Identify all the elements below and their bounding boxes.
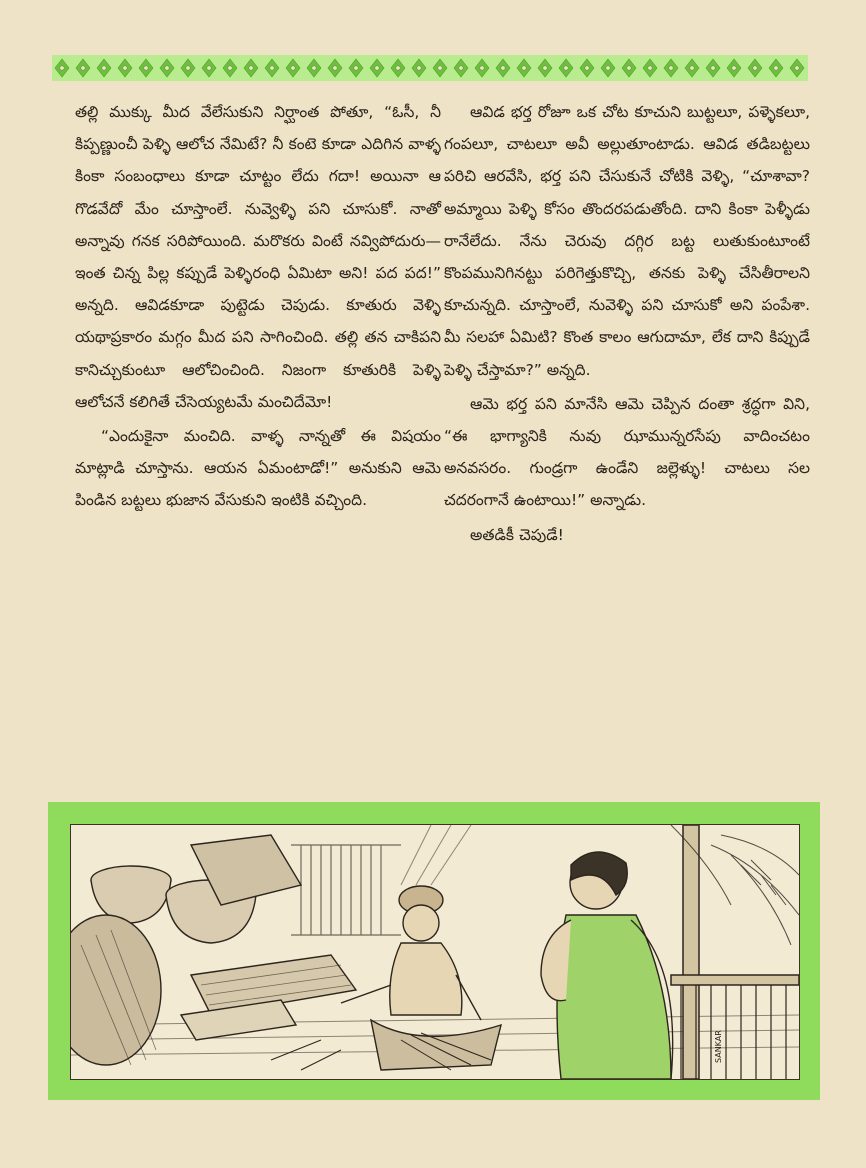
border-motif-center [123,66,127,70]
border-motif-center [228,66,232,70]
border-motif-center [102,66,106,70]
border-motif-center [459,66,463,70]
paragraph: ఆవిడ భర్త రోజూ ఒక చోట కూచుని బుట్టలూ, పళ్ళెకలూ, గంపలూ, చాటలూ అవీ అల్లుతూంటాడు. ఆవిడ తడిబట్టలు పరిచి ఆరవేసి, భర్త పని చేసుకునే చోటికి వెళ్ళి, “చూశావా? అమ్మాయి పెళ్ళి కోసం తొందరపడుతోంది. దాని కింకా పెళ్ళీడు రానేలేదు. నేను చెరువు దగ్గిర బట్ట లుతుకుంటూంటే కొంపమునిగినట్టు పరిగెత్తుకొచ్చి, తనకు పెళ్ళి చేసితీరాలని కూచున్నది. చూస్తాంలే, నువెళ్ళి పని చూసుకో అని పంపేశా. మీ సలహా ఏమిటి? కొంత కాలం ఆగుదామా, లేక దాని కిప్పుడే పెళ్ళి చేస్తామా?” అన్నది. [444,103,810,379]
illustration-frame [48,802,820,1100]
border-motif-center [165,66,169,70]
border-motif-center [522,66,526,70]
border-motif-center [690,66,694,70]
border-motif-center [606,66,610,70]
border-motif-center [333,66,337,70]
border-motif-center [396,66,400,70]
border-motif-center [438,66,442,70]
border-motif-center [564,66,568,70]
right-text-column [444,96,810,551]
border-motif-center [81,66,85,70]
border-motif-center [501,66,505,70]
paragraph: “ఎందుకైనా మంచిది. వాళ్ళ నాన్నతో ఈ విషయం మాట్లాడి చూస్తాను. ఆయన ఏమంటాడో!” అనుకుని ఆమె పిండిన బట్టలు భుజాన వేసుకుని ఇంటికి వచ్చింది. [75,427,441,510]
border-motif-center [291,66,295,70]
border-motif-center [480,66,484,70]
border-motif-center [795,66,799,70]
border-motif-center [627,66,631,70]
border-motif-center [585,66,589,70]
border-motif-center [543,66,547,70]
border-motif-center [711,66,715,70]
basket-weaver-illustration [71,825,799,1079]
paragraph: అతడికీ చెపుడే! [470,525,564,544]
decorative-border [52,55,808,81]
border-motif-center [375,66,379,70]
border-motif-center [669,66,673,70]
border-motif-center [186,66,190,70]
illustration [70,824,800,1080]
border-motif-center [312,66,316,70]
border-motif-center [144,66,148,70]
border-motif-center [417,66,421,70]
paragraph: ఆమె భర్త పని మానేసి ఆమె చెప్పిన దంతా శ్రద్ధగా విని, “ఈ భాగ్యానికి నువు ఝామున్నరసేపు వాదించటం అనవసరం. గుండ్రగా ఉండేని జల్లెళ్ళు! చాటలు సల చదరంగానే ఉంటాయి!” అన్నాడు. [444,394,810,510]
border-motif-center [732,66,736,70]
artist-signature: SANKAR [714,1030,723,1063]
border-motif-center [60,66,64,70]
border-motif-center [774,66,778,70]
border-motif-center [207,66,211,70]
border-motif-center [249,66,253,70]
paragraph: తల్లి ముక్కు మీద వేలేసుకుని నిర్ఘాంత పోతూ, “ఓసీ, నీ కిప్పణ్ణుంచీ పెళ్ళి ఆలోచ నేమిటే? నీ కంటె కూడా ఎదిగిన వాళ్ళ కింకా సంబంధాలు కూడా చూట్టం లేదు గదా! అయినా ఆ గొడవేదో మేం చూస్తాంలే. నువ్వెళ్ళి పని చూసుకో. నాతో అన్నావు గనక సరిపోయింది. మరొకరు వింటే నవ్విపోదురు—ఇంత చిన్న పిల్ల కప్పుడే పెళ్ళిరంధి ఏమిటా అని! పద పద!” అన్నది. ఆవిడకూడా పుట్టెడు చెపుడు. కూతురు వెళ్ళి యథాప్రకారం మగ్గం మీద పని సాగించింది. తల్లి తన చాకిపని కానిచ్చుకుంటూ ఆలోచించింది. నిజంగా కూతురికి పెళ్ళి ఆలోచనే కలిగితే చేసెయ్యటమే మంచిదేమో! [75,103,441,411]
border-motif-center [270,66,274,70]
border-motif-center [648,66,652,70]
left-text-column [75,96,441,517]
border-motif-center [753,66,757,70]
border-motif-center [354,66,358,70]
